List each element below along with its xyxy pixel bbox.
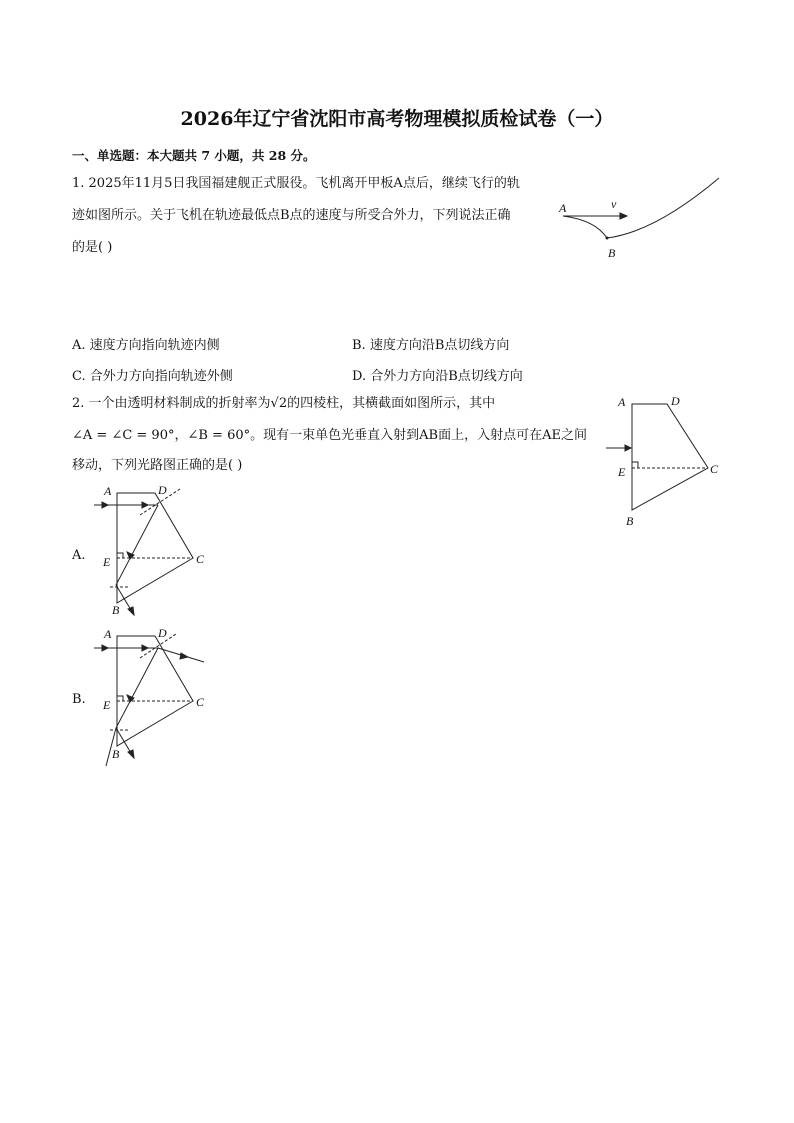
q2-option-b-label[interactable]: B. (72, 692, 86, 707)
q1-line-1: 1. 2025年11月5日我国福建舰正式服役。飞机离开甲板A点后，继续飞行的轨 (72, 176, 520, 191)
opt-b-label-d: D (158, 626, 167, 640)
q1-trajectory-figure (555, 172, 725, 264)
prism-label-a: A (618, 395, 626, 409)
opt-a-label-e: E (103, 555, 111, 569)
q1-option-c[interactable]: C. 合外力方向指向轨迹外侧 (72, 369, 233, 384)
opt-b-label-c: C (196, 695, 205, 709)
q2-line-1: 2. 一个由透明材料制成的折射率为√2的四棱柱，其横截面如图所示，其中 (72, 396, 496, 411)
label-b: B (608, 246, 616, 260)
opt-b-label-b: B (112, 747, 120, 761)
q2-line-2: ∠A = ∠C = 90°，∠B = 60°。现有一束单色光垂直入射到AB面上，入射点可在AE之间 (72, 428, 587, 443)
prism-label-d: D (671, 394, 680, 408)
q2-prism-figure (600, 392, 730, 532)
opt-a-label-b: B (112, 603, 120, 617)
opt-a-label-c: C (196, 552, 205, 566)
opt-a-label-d: D (158, 483, 167, 497)
q1-option-b[interactable]: B. 速度方向沿B点切线方向 (352, 338, 510, 353)
q1-option-a[interactable]: A. 速度方向指向轨迹内侧 (72, 338, 220, 353)
label-v: v (611, 197, 617, 211)
section-header: 一、单选题：本大题共 7 小题，共 28 分。 (72, 148, 316, 163)
opt-b-label-a: A (104, 627, 112, 641)
prism-label-b: B (626, 514, 634, 528)
q1-line-3: 的是( ) (72, 240, 113, 255)
opt-b-label-e: E (103, 698, 111, 712)
q2-option-a-label[interactable]: A. (72, 548, 86, 563)
q2-line-3: 移动，下列光路图正确的是( ) (72, 458, 243, 473)
prism-label-e: E (618, 465, 626, 479)
opt-a-label-a: A (104, 484, 112, 498)
label-a: A (559, 201, 567, 215)
prism-label-c: C (710, 462, 719, 476)
q2-option-a-figure[interactable] (90, 483, 220, 623)
q2-option-b-figure[interactable] (90, 626, 220, 771)
prism-outline (632, 404, 708, 510)
q1-option-d[interactable]: D. 合外力方向沿B点切线方向 (352, 369, 523, 384)
trajectory-curve (563, 178, 719, 238)
page-title: 2026年辽宁省沈阳市高考物理模拟质检试卷（一） (180, 108, 614, 130)
q1-line-2: 迹如图所示。关于飞机在轨迹最低点B点的速度与所受合外力，下列说法正确 (72, 208, 511, 223)
